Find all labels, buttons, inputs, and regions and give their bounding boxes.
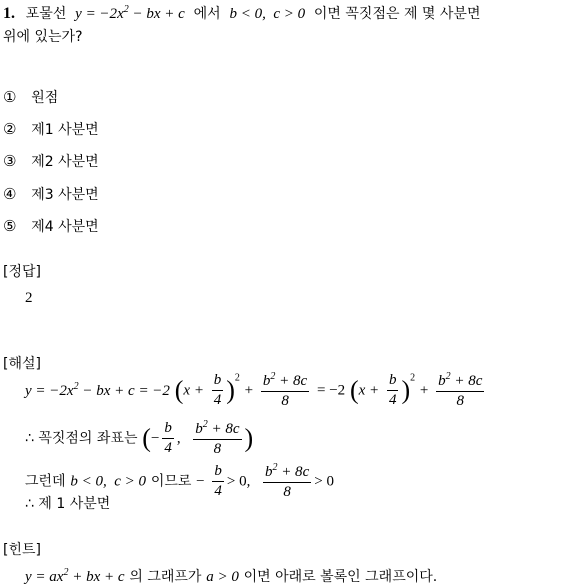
solution-heading: [해설] <box>3 356 41 372</box>
question-text-part1: 포물선 <box>25 6 67 22</box>
choice-2[interactable] <box>3 122 99 137</box>
choice-4[interactable] <box>3 187 99 202</box>
solution-so-label: 이므로 <box>150 473 192 490</box>
hint-text: $y = ax^2$ + bx + c 의 그래프가 a > 0 이면 아래로 볼록인 그래프이다. <box>25 567 438 585</box>
solution-then-label: 그런데 <box>25 473 66 490</box>
choice-marker: ① <box>3 88 17 106</box>
question-condition: b < 0, c > 0 <box>229 6 306 22</box>
solution-conclusion: ∴ 제 1 사분면 <box>25 496 111 512</box>
question-number: 1. <box>3 5 15 22</box>
choice-marker: ③ <box>3 152 17 170</box>
question <box>3 5 480 22</box>
question-equation: $y = -2x^2$ − bx + c <box>75 4 185 22</box>
choice-1[interactable] <box>3 90 58 105</box>
choice-label: 제3 사분면 <box>31 187 99 203</box>
choice-label: 제4 사분면 <box>31 219 99 235</box>
hint-mid: 의 그래프가 <box>129 569 202 585</box>
question-text-part2: 에서 <box>193 6 221 22</box>
solution-condition-line: 그런데 b < 0, c > 0 이므로 − $\frac{b}{4}$ > 0, $\frac{b^2 + 8c}{8}$ > 0 <box>25 462 334 500</box>
choice-label: 원점 <box>31 90 59 106</box>
choice-3[interactable] <box>3 154 99 169</box>
hint-suffix: 이면 아래로 볼록인 그래프이다. <box>243 569 438 585</box>
question-text-part3: 이면 꼭짓점은 제 몇 사분면 <box>313 6 481 22</box>
choice-marker: ⑤ <box>3 217 17 235</box>
question-text-line2: 위에 있는가? <box>3 29 83 45</box>
choice-marker: ④ <box>3 185 17 203</box>
choice-marker: ② <box>3 120 17 138</box>
choice-5[interactable] <box>3 219 99 234</box>
solution-equation-1: $y = -2x^2$ − bx + c = −2 (x + $\frac{b}{4}$ )$^2$ + $\frac{b^2 + 8c}{8}$ = −2 (x + $\frac{b}{4}$ )$^2$ + $\frac{b^2 + 8c}{8}$ <box>25 371 483 409</box>
answer-value: 2 <box>25 290 33 306</box>
hint-heading: [힌트] <box>3 542 41 558</box>
answer-heading: [정답] <box>3 264 41 280</box>
choice-label: 제2 사분면 <box>31 154 99 170</box>
solution-vertex-label: ∴ 꼭짓점의 좌표는 <box>25 430 138 447</box>
solution-vertex-line: ∴ 꼭짓점의 좌표는 (− $\frac{b}{4}$ , $\frac{b^2 + 8c}{8}$ ) <box>25 419 254 457</box>
choice-label: 제1 사분면 <box>31 122 99 138</box>
